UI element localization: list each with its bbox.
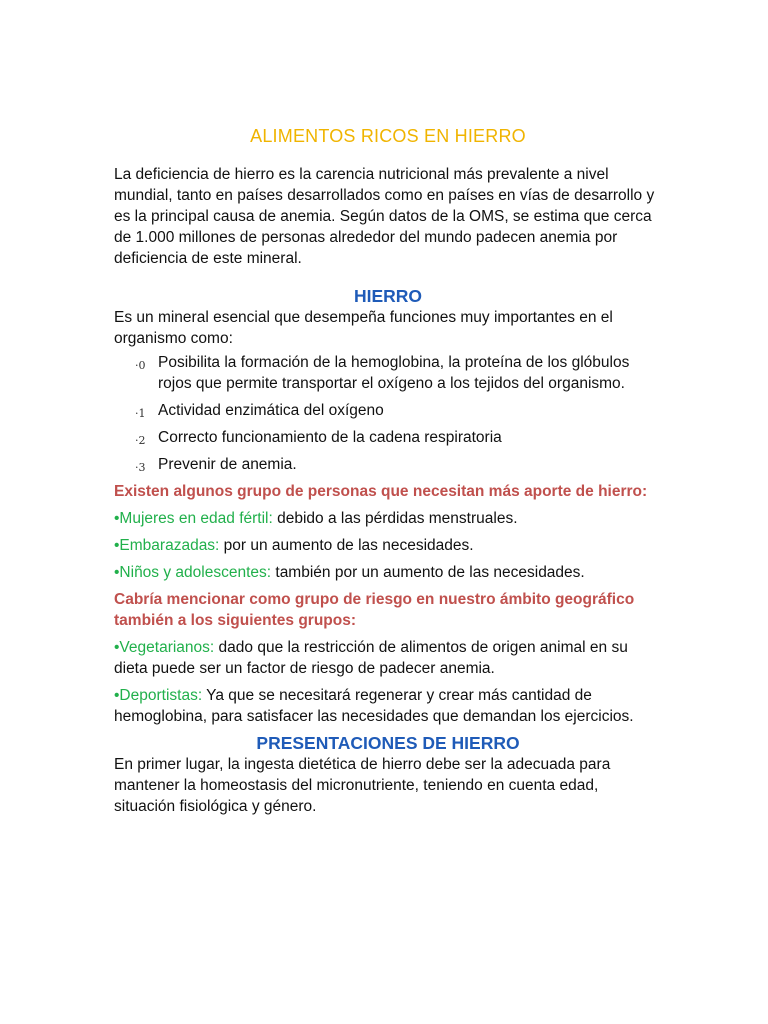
- group-item-label: •Mujeres en edad fértil:: [114, 510, 273, 527]
- group-item-ninos: [114, 562, 662, 583]
- document-title: ALIMENTOS RICOS EN HIERRO: [250, 126, 526, 146]
- group-item-text: debido a las pérdidas menstruales.: [272, 510, 518, 527]
- list-item-text: Actividad enzimática del oxígeno: [158, 402, 384, 419]
- section-heading-hierro: HIERRO: [353, 286, 423, 306]
- section-heading-presentaciones: PRESENTACIONES DE HIERRO: [256, 733, 520, 753]
- list-marker: ·3: [135, 461, 146, 474]
- list-item: [114, 400, 662, 421]
- risk-item-text: dado que la restricción de alimentos de origen animal en su dieta puede ser un factor de riesgo de padecer anemia.: [114, 639, 628, 677]
- list-item: [114, 352, 662, 394]
- risk-item-label: •Vegetarianos:: [114, 639, 215, 656]
- list-item-text: Posibilita la formación de la hemoglobina, la proteína de los glóbulos rojos que permite transportar el oxígeno a los tejidos del organismo.: [158, 354, 630, 392]
- risk-item-vegetarianos: [114, 637, 662, 679]
- list-item: [114, 454, 662, 475]
- document-content: [114, 126, 662, 817]
- list-marker: ·0: [135, 359, 146, 372]
- list-item: [114, 427, 662, 448]
- group-item-embarazadas: [114, 535, 662, 556]
- group-item-text: por un aumento de las necesidades.: [219, 537, 474, 554]
- group-item-mujeres: [114, 508, 662, 529]
- risk-heading: Cabría mencionar como grupo de riesgo en nuestro ámbito geográfico también a los siguientes grupos:: [114, 591, 635, 629]
- list-item-text: Correcto funcionamiento de la cadena respiratoria: [158, 429, 502, 446]
- group-item-text: también por un aumento de las necesidades.: [271, 564, 585, 581]
- list-item-text: Prevenir de anemia.: [158, 456, 297, 473]
- hierro-lead-paragraph: Es un mineral esencial que desempeña funciones muy importantes en el organismo como:: [114, 309, 613, 347]
- risk-item-deportistas: [114, 685, 662, 727]
- groups-heading: Existen algunos grupo de personas que necesitan más aporte de hierro:: [114, 483, 648, 500]
- presentaciones-paragraph: En primer lugar, la ingesta dietética de hierro debe ser la adecuada para mantener la homeostasis del micronutriente, teniendo en cuenta edad, situación fisiológica y género.: [114, 756, 611, 815]
- group-item-label: •Niños y adolescentes:: [114, 564, 272, 581]
- intro-paragraph: La deficiencia de hierro es la carencia nutricional más prevalente a nivel mundial, tanto en países desarrollados como en países en vías de desarrollo y es la principal causa de anemia. Según datos de la OMS, se estima que cerca de 1.000 millones de personas alrededor del mundo padecen anemia por deficiencia de este mineral.: [114, 166, 655, 267]
- functions-list: [114, 352, 662, 475]
- risk-item-text: Ya que se necesitará regenerar y crear más cantidad de hemoglobina, para satisfacer las necesidades que demandan los ejercicios.: [114, 687, 634, 725]
- risk-item-label: •Deportistas:: [114, 687, 203, 704]
- list-marker: ·1: [135, 407, 146, 420]
- group-item-label: •Embarazadas:: [114, 537, 220, 554]
- list-marker: ·2: [135, 434, 146, 447]
